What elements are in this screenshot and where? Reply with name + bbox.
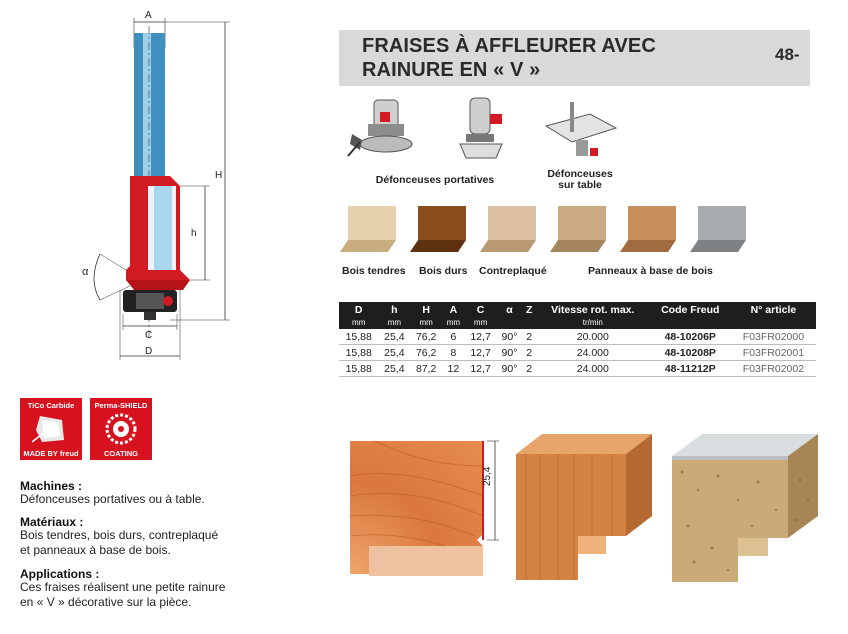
col-header: N° article [731,302,816,317]
cell-alpha: 90° [496,361,522,377]
cell-speed: 24.000 [536,345,650,361]
material-label-boards: Panneaux à base de bois [588,265,713,277]
machines-heading: Machines : [20,479,83,493]
unit-cell: mm [442,317,465,329]
cell-alpha: 90° [496,329,522,345]
cell-z: 2 [522,361,536,377]
swatch-plywood [480,206,536,252]
portable-router-icon [344,94,424,164]
cell-a: 6 [442,329,465,345]
cell-z: 2 [522,329,536,345]
cell-big-h: 76,2 [410,329,442,345]
material-label-soft-wood: Bois tendres [342,265,406,277]
material-label-plywood: Contreplaqué [479,265,547,277]
materials-text: Bois tendres, bois durs, contreplaqué et panneaux à base de bois. [20,528,219,557]
page-title: FRAISES À AFFLEURER AVEC RAINURE EN « V » [362,35,656,81]
machine-label-table: Défonceuses sur table [547,168,613,191]
material-swatches [340,196,760,258]
trim-router-icon [452,94,512,164]
table-header-row [339,302,816,317]
carbide-tip-icon [32,412,70,446]
col-header: α [496,302,522,317]
unit-cell [522,317,536,329]
perma-shield-badge: Perma-SHIELD COATING [90,398,152,460]
table-row [339,345,816,361]
materials-heading: Matériaux : [20,515,84,529]
dim-label-c: C [145,330,153,341]
applications-text: Ces fraises réalisent une petite rainure en « V » décorative sur la pièce. [20,580,226,609]
tico-carbide-badge: TiCo Carbide MADE BY freud [20,398,82,460]
spec-table [339,302,816,377]
cell-c: 12,7 [465,329,497,345]
cell-c: 12,7 [465,345,497,361]
cell-d: 15,88 [339,345,378,361]
col-header: D [339,302,378,317]
dim-label-alpha: α [82,266,89,278]
unit-cell: tr/min [536,317,650,329]
cell-d: 15,88 [339,329,378,345]
col-header: Code Freud [650,302,731,317]
cell-freud-code: 48-11212P [650,361,731,377]
col-header: H [410,302,442,317]
cell-article-number: F03FR02000 [731,329,816,345]
cell-c: 12,7 [465,361,497,377]
shield-sawblade-icon [104,412,138,446]
dim-label-d: D [145,346,153,357]
unit-cell: mm [410,317,442,329]
unit-cell [650,317,731,329]
particle-board-sample [668,430,828,590]
col-header: Z [522,302,536,317]
material-label-hard-wood: Bois durs [419,265,468,277]
col-header: Vitesse rot. max. [536,302,650,317]
swatch-hard-wood [410,206,466,252]
unit-cell: mm [378,317,410,329]
cell-speed: 24.000 [536,361,650,377]
table-units-row [339,317,816,329]
cell-h: 25,4 [378,329,410,345]
profile-cross-section [345,436,510,586]
swatch-laminated-board [690,206,746,252]
col-header: h [378,302,410,317]
swatch-particle-board [550,206,606,252]
cell-a: 12 [442,361,465,377]
cell-article-number: F03FR02001 [731,345,816,361]
dim-label-small-h: h [191,228,197,239]
unit-cell: mm [339,317,378,329]
cell-d: 15,88 [339,361,378,377]
machine-label-portable: Défonceuses portatives [375,174,495,186]
router-table-icon [540,94,620,164]
page-number: 48- [775,45,800,64]
solid-wood-sample [512,430,662,590]
cell-big-h: 76,2 [410,345,442,361]
cell-alpha: 90° [496,345,522,361]
dim-label-big-h: H [215,170,223,181]
swatch-mdf [620,206,676,252]
cell-freud-code: 48-10208P [650,345,731,361]
cell-freud-code: 48-10206P [650,329,731,345]
cell-speed: 20.000 [536,329,650,345]
dim-label-a: A [145,10,152,21]
table-row [339,361,816,377]
router-bit-drawing [70,8,240,370]
unit-cell: mm [465,317,497,329]
cell-article-number: F03FR02002 [731,361,816,377]
table-row [339,329,816,345]
unit-cell [496,317,522,329]
applications-heading: Applications : [20,567,100,581]
col-header: A [442,302,465,317]
cell-big-h: 87,2 [410,361,442,377]
swatch-soft-wood [340,206,396,252]
unit-cell [731,317,816,329]
machines-text: Défonceuses portatives ou à table. [20,492,205,506]
cell-h: 25,4 [378,361,410,377]
cell-a: 8 [442,345,465,361]
cell-h: 25,4 [378,345,410,361]
col-header: C [465,302,497,317]
profile-dimension-label: 25,4 [482,466,493,486]
cell-z: 2 [522,345,536,361]
